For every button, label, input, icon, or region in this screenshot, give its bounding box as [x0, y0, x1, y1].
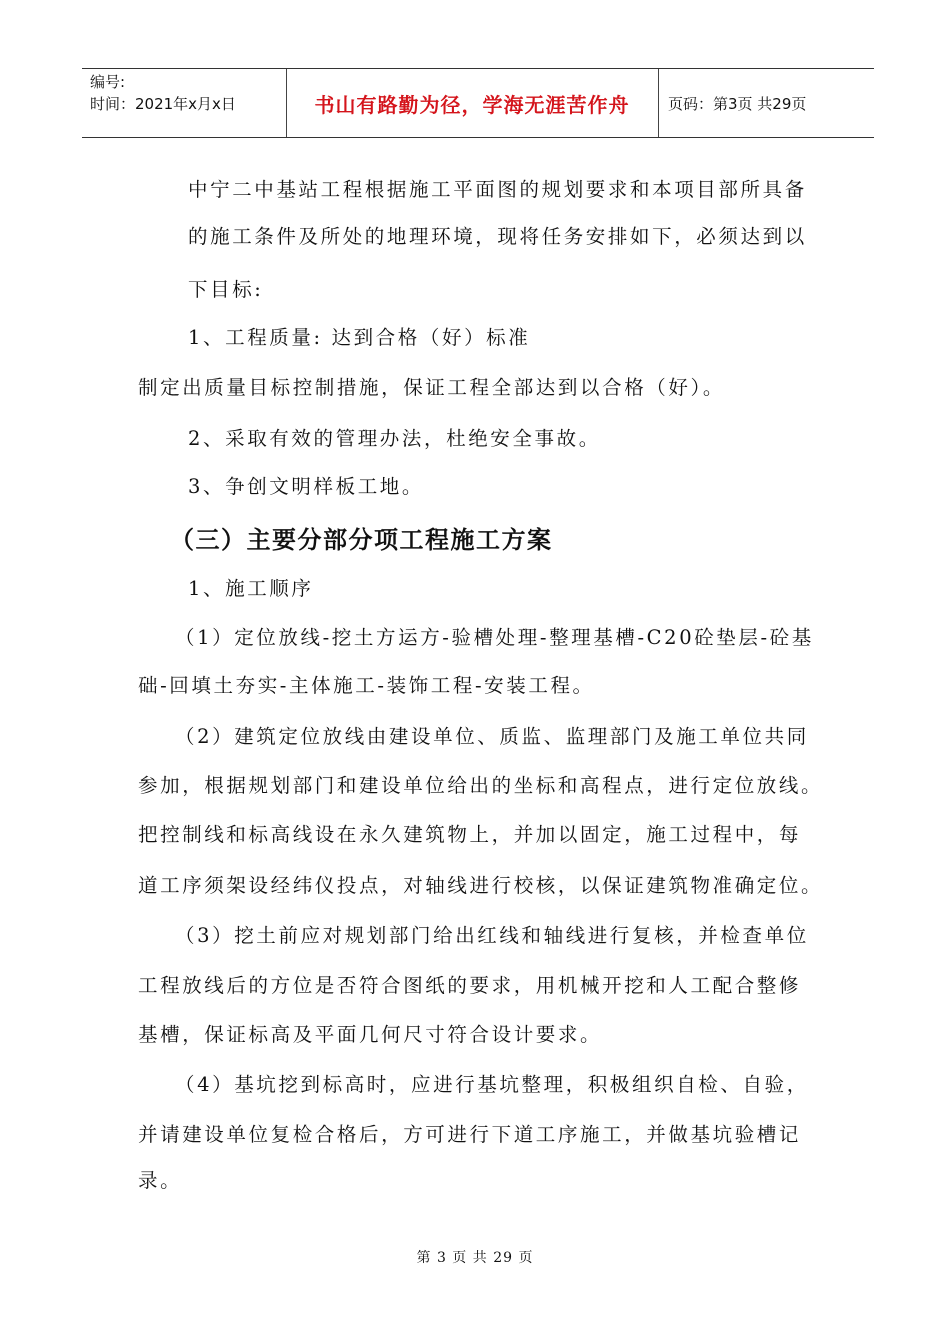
item-3-line-3: 基槽，保证标高及平面几何尺寸符合设计要求。 — [138, 1023, 603, 1046]
goal-1-detail: 制定出质量目标控制措施，保证工程全部达到以合格（好）。 — [138, 376, 725, 399]
intro-line-2: 的施工条件及所处的地理环境，现将任务安排如下，必须达到以 — [188, 225, 807, 248]
header-table — [82, 68, 874, 138]
goal-1: 1、工程质量: 达到合格（好）标准 — [188, 326, 531, 349]
item-3-line-1: （3）挖土前应对规划部门给出红线和轴线进行复核，并检查单位 — [175, 924, 809, 947]
item-4-line-2: 并请建设单位复检合格后，方可进行下道工序施工，并做基坑验槽记 — [138, 1123, 802, 1146]
item-4-line-1: （4）基坑挖到标高时，应进行基坑整理，积极组织自检、自验， — [175, 1073, 809, 1096]
item-2-line-3: 把控制线和标高线设在永久建筑物上，并加以固定，施工过程中，每 — [138, 823, 802, 846]
item-1-line-2: 础-回填土夯实-主体施工-装饰工程-安装工程。 — [138, 674, 595, 697]
item-1-line-1: （1）定位放线-挖土方运方-验槽处理-整理基槽-C20砼垫层-砼基 — [175, 626, 814, 649]
header-motto: 书山有路勤为径，学海无涯苦作舟 — [314, 93, 630, 117]
intro-line-1: 中宁二中基站工程根据施工平面图的规划要求和本项目部所具备 — [188, 178, 807, 201]
item-2-line-4: 道工序须架设经纬仪投点，对轴线进行校核，以保证建筑物准确定位。 — [138, 874, 824, 897]
document-number-label: 编号: — [90, 73, 126, 91]
intro-line-3: 下目标: — [188, 278, 264, 301]
header-divider — [658, 69, 659, 137]
item-2-line-2: 参加，根据规划部门和建设单位给出的坐标和高程点，进行定位放线。 — [138, 774, 824, 797]
item-2-line-1: （2）建筑定位放线由建设单位、质监、监理部门及施工单位共同 — [175, 725, 809, 748]
goal-2: 2、采取有效的管理办法，杜绝安全事故。 — [188, 427, 601, 450]
sub-heading-1: 1、施工顺序 — [188, 577, 314, 600]
page-footer: 第 3 页 共 29 页 — [416, 1250, 534, 1266]
item-4-line-3: 录。 — [138, 1169, 183, 1192]
header-meta — [90, 71, 236, 115]
document-time-label: 时间：2021年x月x日 — [90, 95, 236, 113]
header-page-label: 页码：第3页 共29页 — [668, 95, 807, 113]
item-3-line-2: 工程放线后的方位是否符合图纸的要求，用机械开挖和人工配合整修 — [138, 974, 802, 997]
section-title: （三）主要分部分项工程施工方案 — [170, 526, 553, 554]
goal-3: 3、争创文明样板工地。 — [188, 475, 425, 498]
